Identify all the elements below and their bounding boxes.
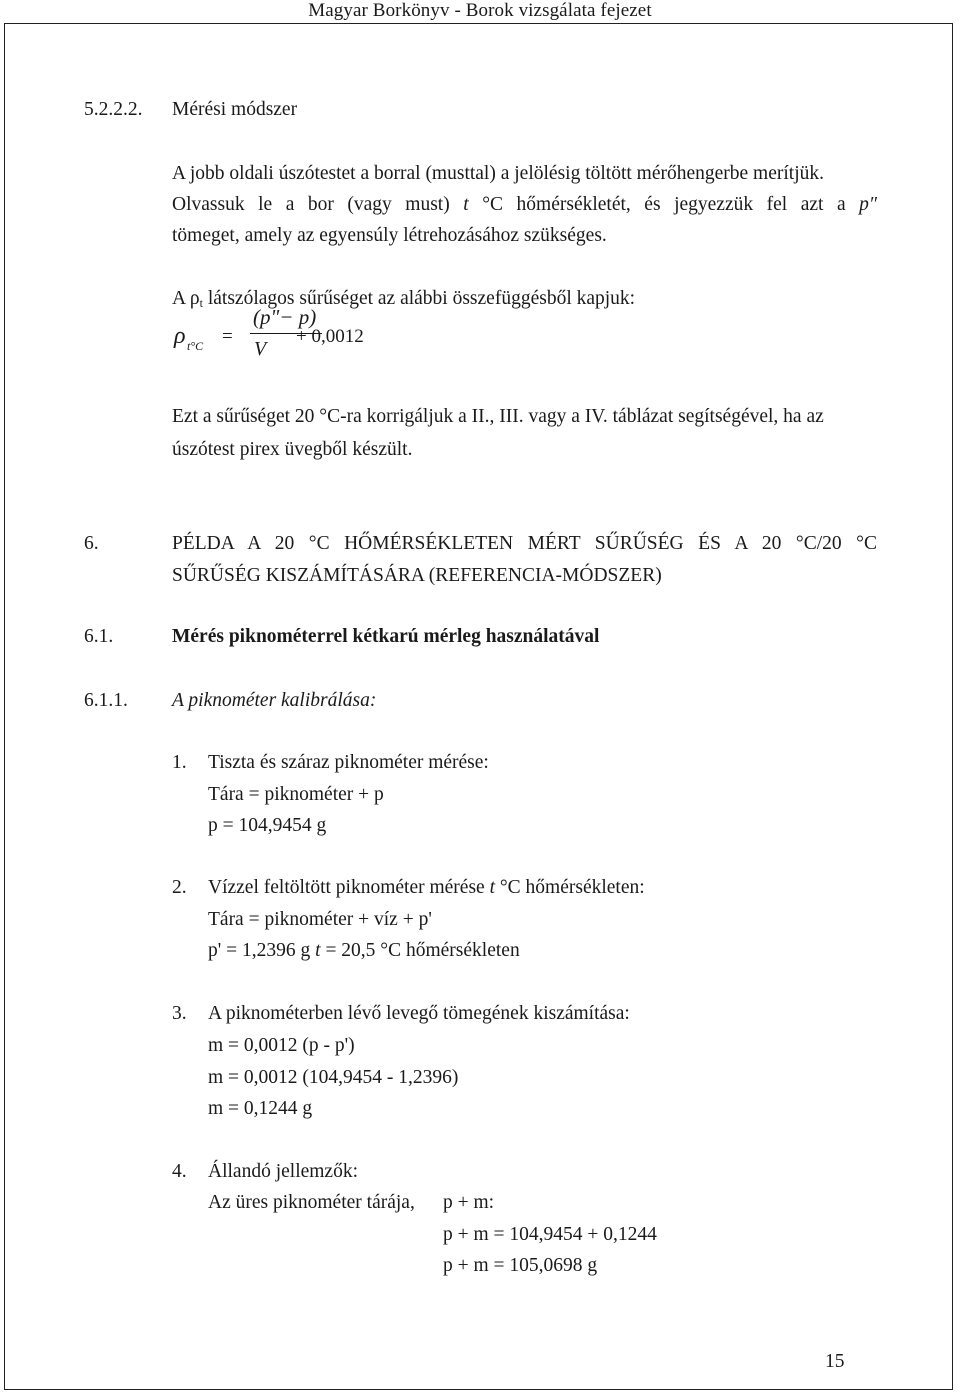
formula-denominator: V xyxy=(254,338,267,360)
section-number: 6.1.1. xyxy=(84,690,128,711)
section-number: 6.1. xyxy=(84,626,114,647)
section-title: SŰRŰSÉG KISZÁMÍTÁSÁRA (REFERENCIA-MÓDSZER) xyxy=(172,565,662,586)
step-line: m = 0,0012 (p - p') xyxy=(208,1035,355,1056)
text-run: t xyxy=(489,877,495,898)
step-line: m = 0,1244 g xyxy=(208,1098,313,1119)
step-number: 2. xyxy=(172,877,187,898)
formula-constant: + 0,0012 xyxy=(296,326,364,347)
formula-subscript: t°C xyxy=(187,339,204,353)
paragraph-line: A jobb oldali úszótestet a borral (musttal) a jelölésig töltött mérőhengerbe merítjük. xyxy=(172,163,825,184)
paragraph-line xyxy=(172,193,877,217)
paragraph-line: Ezt a sűrűséget 20 °C-ra korrigáljuk a II., III. vagy a IV. táblázat segítségével, ha az xyxy=(172,406,824,427)
section-title: Mérés piknométerrel kétkarú mérleg használatával xyxy=(172,626,600,647)
section-title: Mérési módszer xyxy=(172,99,298,120)
text-run: = 20,5 °C hőmérsékleten xyxy=(325,940,520,961)
section-title: A piknométer kalibrálása: xyxy=(172,690,377,711)
step-line xyxy=(208,939,520,963)
text-run: °C hőmérsékleten: xyxy=(499,877,645,898)
step-title: A piknométerben lévő levegő tömegének kiszámítása: xyxy=(208,1003,630,1024)
step-line: p + m = 104,9454 + 0,1244 xyxy=(443,1224,657,1245)
text-run: t xyxy=(463,194,469,215)
subscript: t xyxy=(199,296,203,310)
section-title: PÉLDA A 20 °C HŐMÉRSÉKLETEN MÉRT SŰRŰSÉG ÉS A 20 °C/20 °C xyxy=(172,533,877,554)
step-line: m = 0,0012 (104,9454 - 1,2396) xyxy=(208,1067,459,1088)
text-run: Olvassuk le a bor (vagy must) xyxy=(172,194,450,215)
step-line: p = 104,9454 g xyxy=(208,815,327,836)
step-line: Tára = piknométer + víz + p' xyxy=(208,909,432,930)
step-line-label: Az üres piknométer tárája, xyxy=(208,1192,415,1213)
step-number: 1. xyxy=(172,752,187,773)
step-number: 4. xyxy=(172,1161,187,1182)
paragraph-line: úszótest pirex üvegből készült. xyxy=(172,439,413,460)
step-title: Tiszta és száraz piknométer mérése: xyxy=(208,752,489,773)
step-title xyxy=(208,876,645,900)
text-run: t xyxy=(315,940,321,961)
section-number: 6. xyxy=(84,533,99,554)
page-number: 15 xyxy=(825,1351,845,1372)
page-header: Magyar Borkönyv - Borok vizsgálata fejezet xyxy=(308,0,652,21)
step-line: Tára = piknométer + p xyxy=(208,784,384,805)
formula-rho: ρ xyxy=(174,323,186,349)
density-formula xyxy=(174,305,394,365)
text-run: p' = 1,2396 g xyxy=(208,940,311,961)
step-line-value: p + m: xyxy=(443,1192,495,1213)
section-number: 5.2.2.2. xyxy=(84,99,143,120)
paragraph-line: tömeget, amely az egyensúly létrehozásához szükséges. xyxy=(172,225,607,246)
formula-equals: = xyxy=(222,326,233,347)
text-run: látszólagos sűrűséget az alábbi összefüggésből kapjuk: xyxy=(202,288,636,309)
step-number: 3. xyxy=(172,1003,187,1024)
text-run: A ρ xyxy=(172,288,200,309)
text-run: °C hőmérsékletét, és jegyezzük fel azt a xyxy=(482,194,846,215)
formula-numerator: (p"− p) xyxy=(253,305,317,329)
step-title: Állandó jellemzők: xyxy=(208,1161,359,1182)
text-run: p″ xyxy=(859,194,878,215)
step-line: p + m = 105,0698 g xyxy=(443,1255,598,1276)
text-run: Vízzel feltöltött piknométer mérése xyxy=(208,877,485,898)
